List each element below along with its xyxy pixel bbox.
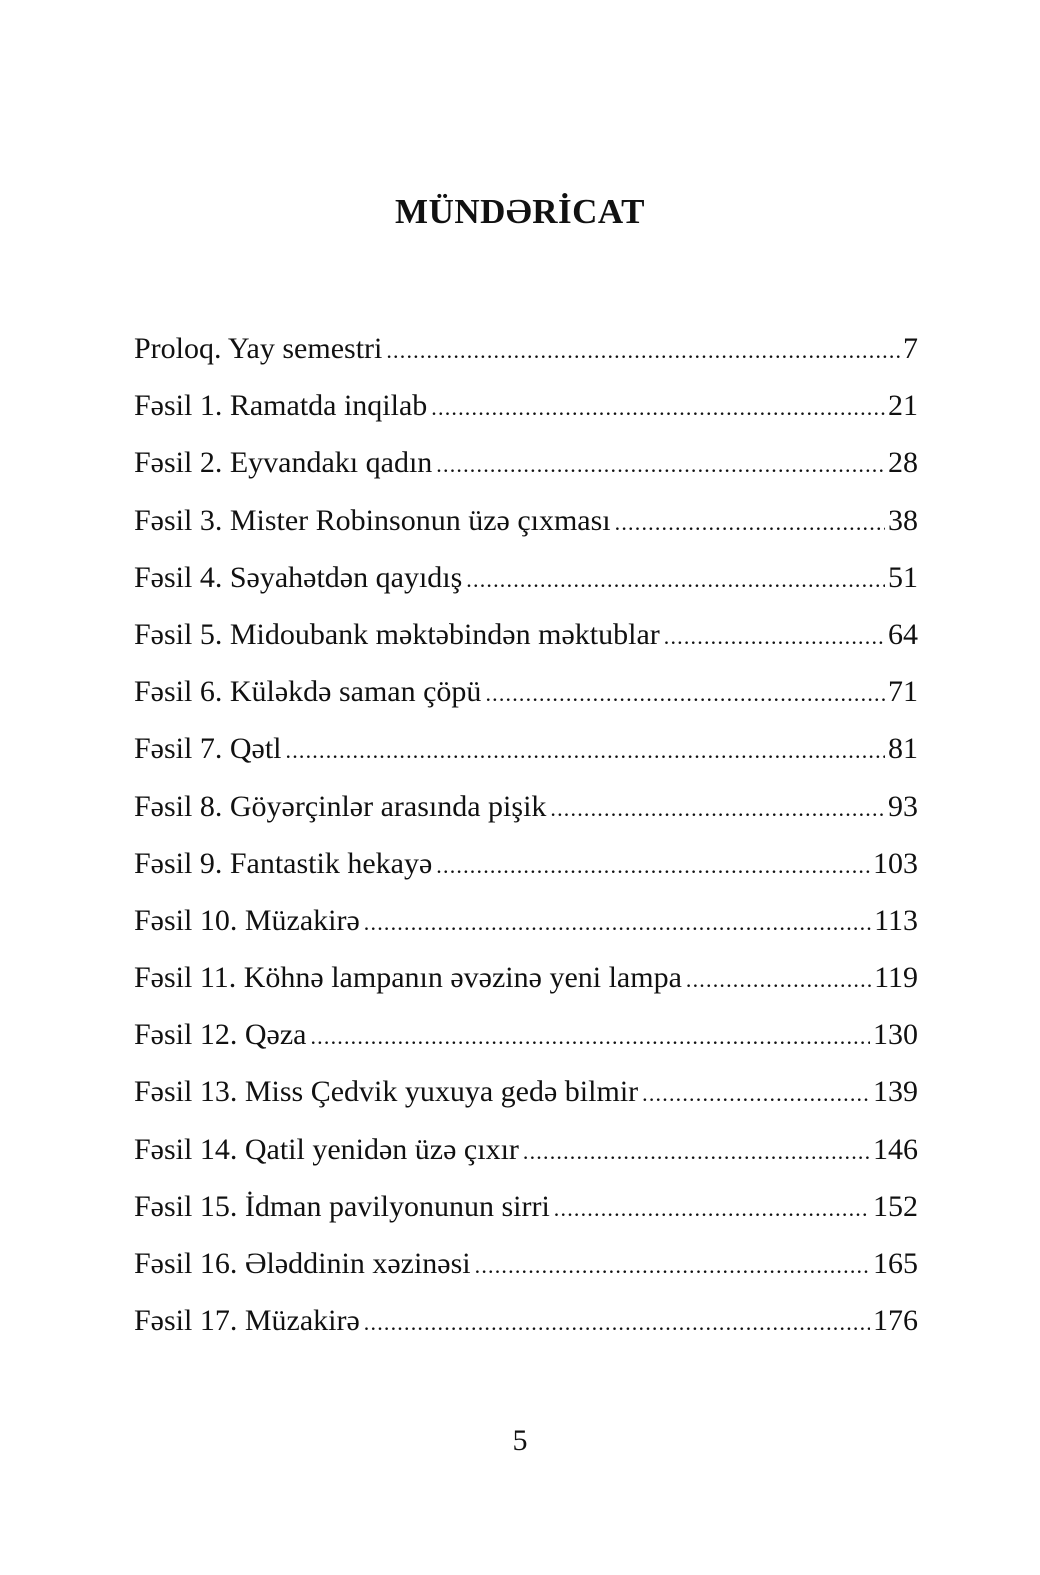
page-title: MÜNDƏRİCAT — [395, 192, 645, 231]
dot-leader — [436, 443, 885, 487]
toc-entry-page: 103 — [873, 846, 918, 880]
dot-leader — [615, 501, 885, 545]
toc-entry-page: 81 — [888, 732, 918, 766]
toc-entry-page: 113 — [874, 903, 918, 937]
toc-entry-page: 21 — [888, 389, 918, 423]
toc-entry-page: 146 — [873, 1132, 918, 1166]
toc-entry — [134, 956, 918, 1013]
toc-entry-page: 152 — [873, 1189, 918, 1223]
dot-leader — [485, 672, 885, 716]
dot-leader — [431, 386, 885, 430]
toc-entry-title: Fəsil 7. Qətl — [134, 732, 282, 766]
toc-entry-title: Fəsil 13. Miss Çedvik yuxuya gedə bilmir — [134, 1075, 639, 1109]
toc-entry — [134, 499, 918, 556]
toc-entry-page: 38 — [888, 503, 918, 537]
toc-entry-page: 51 — [888, 560, 918, 594]
toc-entry — [134, 727, 918, 784]
toc-entry — [134, 384, 918, 441]
toc-entry — [134, 1299, 918, 1356]
table-of-contents — [134, 327, 918, 1356]
dot-leader — [286, 729, 886, 773]
toc-entry — [134, 327, 918, 384]
toc-entry-title: Fəsil 11. Köhnə lampanın əvəzinə yeni lampa — [134, 961, 682, 995]
toc-entry-title: Fəsil 14. Qatil yenidən üzə çıxır — [134, 1132, 519, 1166]
toc-entry-page: 7 — [903, 332, 918, 365]
toc-entry — [134, 1128, 918, 1185]
toc-entry — [134, 785, 918, 842]
toc-entry-title: Fəsil 3. Mister Robinsonun üzə çıxması — [134, 503, 611, 537]
toc-entry — [134, 1070, 918, 1127]
toc-entry-title: Fəsil 15. İdman pavilyonunun sirri — [134, 1189, 550, 1223]
toc-entry — [134, 1013, 918, 1070]
dot-leader — [364, 901, 871, 945]
dot-leader — [310, 1015, 870, 1059]
toc-entry — [134, 1242, 918, 1299]
toc-entry-title: Fəsil 10. Müzakirə — [134, 903, 360, 937]
toc-entry-title: Fəsil 4. Səyahətdən qayıdış — [134, 560, 463, 594]
dot-leader — [554, 1187, 870, 1231]
dot-leader — [466, 558, 885, 602]
toc-entry-page: 139 — [873, 1075, 918, 1109]
toc-entry-title: Fəsil 17. Müzakirə — [134, 1304, 360, 1338]
toc-entry — [134, 842, 918, 899]
toc-entry-page: 119 — [874, 961, 918, 995]
toc-entry-title: Fəsil 16. Ələddinin xəzinəsi — [134, 1247, 471, 1280]
dot-leader — [364, 1301, 870, 1345]
toc-entry — [134, 670, 918, 727]
dot-leader — [664, 615, 885, 659]
dot-leader — [436, 844, 870, 888]
dot-leader — [523, 1130, 870, 1174]
toc-entry-title: Fəsil 8. Göyərçinlər arasında pişik — [134, 789, 547, 823]
toc-entry-title: Fəsil 6. Küləkdə saman çöpü — [134, 675, 482, 709]
toc-entry — [134, 613, 918, 670]
dot-leader — [642, 1072, 870, 1116]
toc-entry — [134, 899, 918, 956]
dot-leader — [550, 787, 885, 831]
dot-leader — [686, 958, 871, 1002]
toc-entry — [134, 441, 918, 498]
toc-entry-page: 28 — [888, 446, 918, 480]
toc-entry-title: Fəsil 2. Eyvandakı qadın — [134, 446, 433, 480]
toc-entry-title: Fəsil 12. Qəza — [134, 1018, 307, 1052]
toc-entry-page: 93 — [888, 789, 918, 823]
toc-entry-title: Fəsil 9. Fantastik hekayə — [134, 846, 433, 880]
toc-entry — [134, 556, 918, 613]
toc-entry-title: Fəsil 1. Ramatda inqilab — [134, 389, 428, 423]
toc-entry-page: 165 — [873, 1247, 918, 1280]
toc-entry — [134, 1185, 918, 1242]
dot-leader — [386, 329, 900, 373]
toc-entry-page: 130 — [873, 1018, 918, 1052]
toc-entry-page: 64 — [888, 617, 918, 651]
toc-entry-title: Fəsil 5. Midoubank məktəbindən məktublar — [134, 617, 660, 651]
toc-entry-page: 176 — [873, 1304, 918, 1338]
dot-leader — [475, 1244, 870, 1288]
page-number: 5 — [512, 1424, 528, 1457]
toc-entry-title: Proloq. Yay semestri — [134, 332, 383, 365]
toc-entry-page: 71 — [888, 675, 918, 709]
